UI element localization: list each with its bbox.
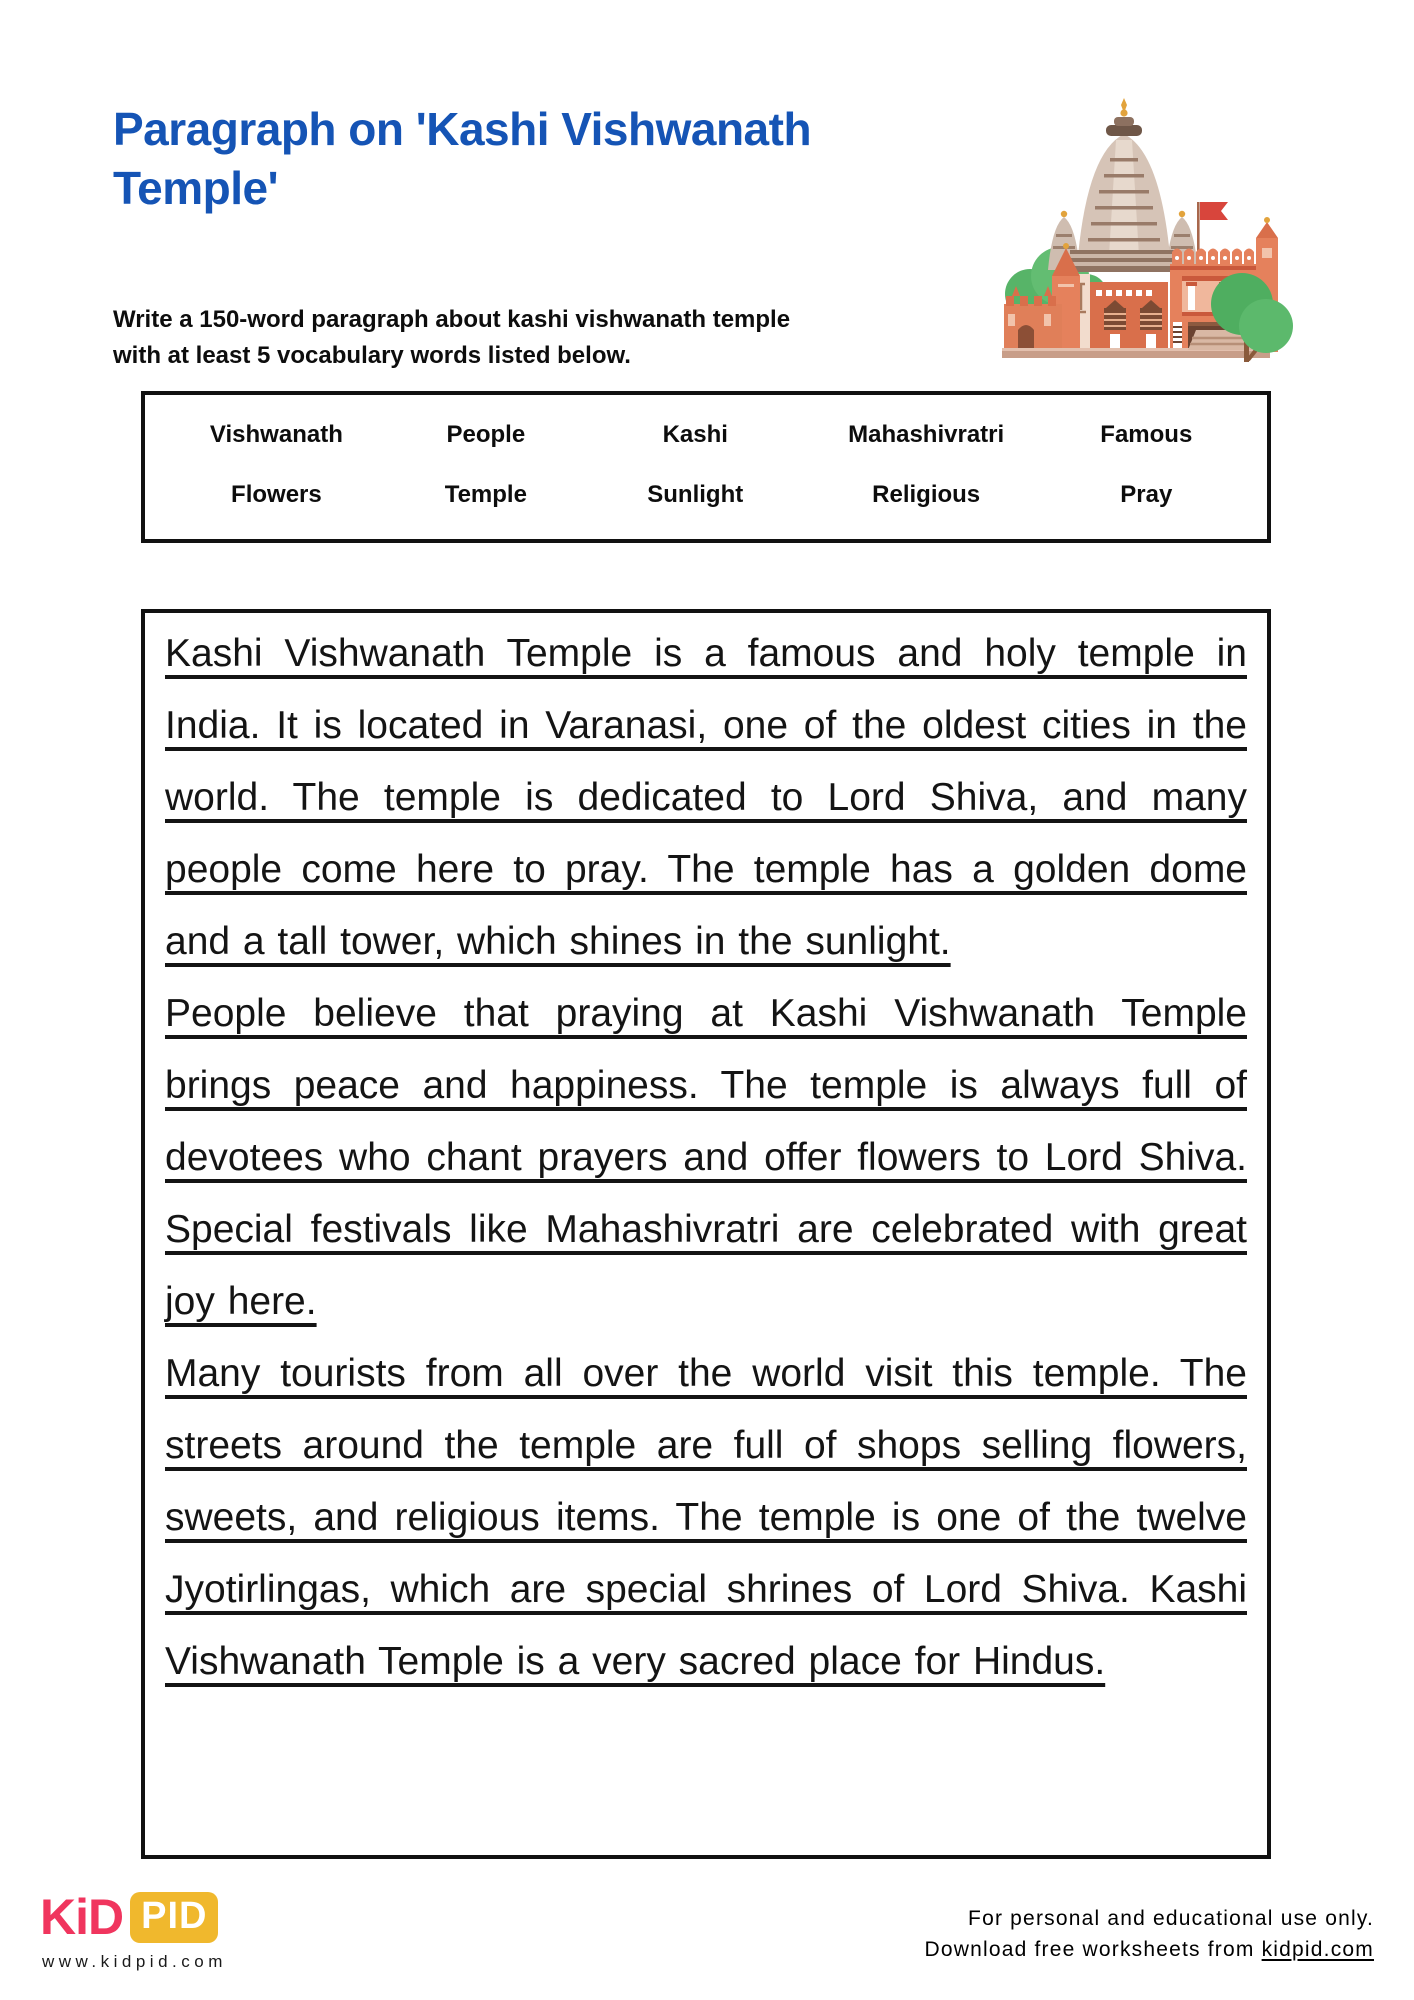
vocab-word: Flowers (231, 481, 322, 508)
vocab-word: Pray (1120, 481, 1173, 508)
vocab-word: Mahashivratri (848, 421, 1005, 448)
footer-note-line1: For personal and educational use only. (968, 1907, 1374, 1930)
temple-illustration (1000, 98, 1296, 370)
essay-paragraph: Many tourists from all over the world visit this temple. The streets around the temple are full of shops selling flowers, sweets, and religious items. The temple is one of the twelve Jyotirlingas, which are special shrines of Lord Shiva. Kashi Vishwanath Temple is a very sacred place for Hindus. (165, 1352, 1247, 1683)
vocab-word: Temple (444, 481, 527, 508)
kashi-vishwanath-temple-icon (1000, 98, 1296, 370)
essay-paragraph: People believe that praying at Kashi Vishwanath Temple brings peace and happiness. The temple is always full of devotees who chant prayers and offer flowers to Lord Shiva. Special festivals like Mahashivratri are celebrated with great joy here. (165, 992, 1247, 1323)
page-title: Paragraph on 'Kashi Vishwanath Temple' (113, 103, 812, 214)
website-url: www.kidpid.com (42, 1952, 227, 1971)
kidpid-logo (40, 1888, 218, 1946)
vocab-word: People (446, 421, 526, 448)
essay-paragraph: Kashi Vishwanath Temple is a famous and holy temple in India. It is located in Varanasi, one of the oldest cities in the world. The temple is dedicated to Lord Shiva, and many people come here to pray. The temple has a golden dome and a tall tower, which shines in the sunlight. (165, 632, 1247, 963)
instructions-text: Write a 150-word paragraph about kashi vishwanath temple with at least 5 vocabulary words listed below. (113, 306, 791, 369)
logo-kid-text: KiD (40, 1889, 124, 1945)
vocab-word: Sunlight (647, 481, 744, 508)
vocab-word: Vishwanath (209, 421, 343, 448)
vocab-word: Famous (1100, 421, 1193, 448)
vocab-word: Religious (872, 481, 981, 508)
footer-note-line2 (814, 1934, 1374, 1965)
footer-note (814, 1903, 1374, 1965)
essay-box (141, 609, 1271, 1859)
vocabulary-box (141, 391, 1271, 543)
logo-pid-badge: PID (130, 1892, 218, 1943)
vocab-word: Kashi (662, 421, 728, 448)
footer-note-line2-prefix: Download free worksheets from (924, 1938, 1262, 1961)
kidpid-link[interactable]: kidpid.com (1261, 1938, 1374, 1961)
